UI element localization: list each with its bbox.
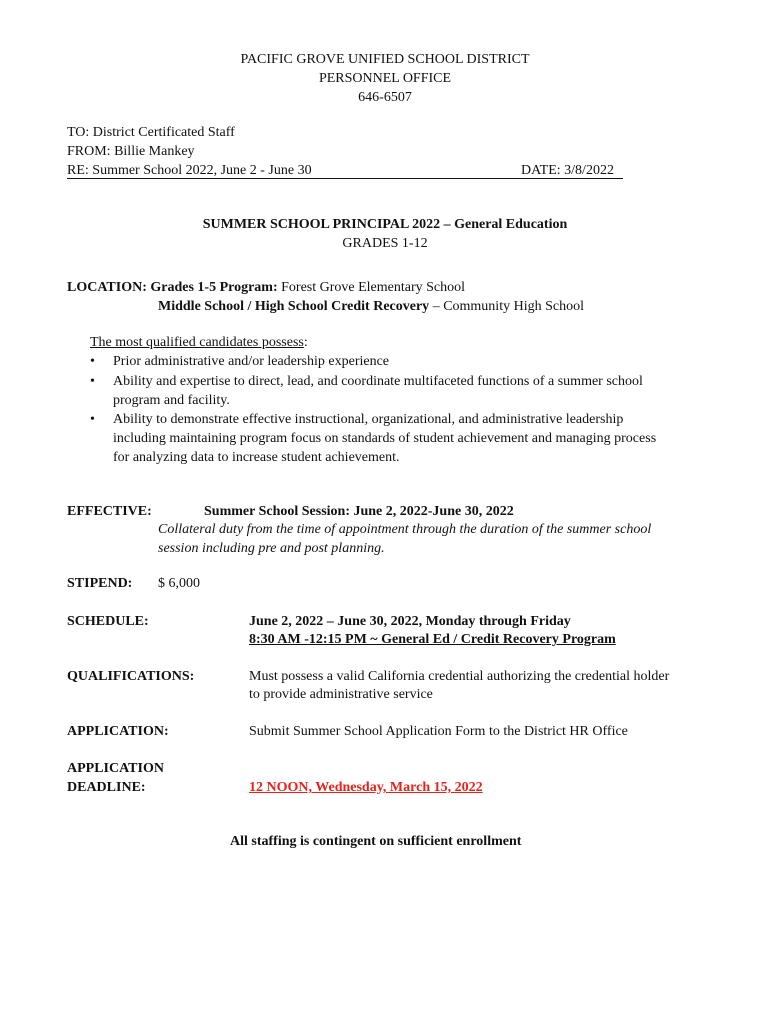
program1-site: Forest Grove Elementary School (281, 280, 466, 295)
program2-label: Middle School / High School Credit Recovery (158, 299, 430, 314)
location-label: LOCATION: (67, 280, 147, 295)
memo-rule (67, 178, 623, 179)
bullet-icon: • (90, 412, 95, 427)
candidate-item-2: Ability and expertise to direct, lead, and coordinate multifaceted functions of a summer school (113, 374, 643, 389)
deadline-label-1: APPLICATION (67, 761, 164, 776)
stipend-value: $ 6,000 (158, 576, 200, 591)
schedule-label: SCHEDULE: (67, 614, 149, 629)
candidates-intro-text: The most qualified candidates possess (90, 335, 304, 350)
deadline-label-2: DEADLINE: (67, 780, 146, 795)
qualifications-label: QUALIFICATIONS: (67, 669, 195, 684)
effective-session: Summer School Session: June 2, 2022-June 30, 2022 (204, 504, 514, 519)
schedule-times: 8:30 AM -12:15 PM ~ General Ed / Credit Recovery Program (249, 632, 616, 647)
effective-note-1: Collateral duty from the time of appointment through the duration of the summer school (158, 522, 652, 537)
memo-from: FROM: Billie Mankey (67, 144, 195, 159)
candidate-item-2-cont: program and facility. (113, 393, 230, 408)
district-name: PACIFIC GROVE UNIFIED SCHOOL DISTRICT (240, 52, 530, 67)
grades-subtitle: GRADES 1-12 (342, 236, 428, 251)
location-line-2 (158, 298, 584, 316)
memo-date: DATE: 3/8/2022 (521, 163, 614, 178)
program1-label: Grades 1-5 Program: (150, 280, 278, 295)
candidate-item-3-cont: including maintaining program focus on standards of student achievement and managing process (113, 431, 657, 446)
candidate-item-1: Prior administrative and/or leadership experience (113, 354, 390, 369)
memo-to: TO: District Certificated Staff (67, 125, 235, 140)
application-text: Submit Summer School Application Form to the District HR Office (249, 724, 628, 739)
deadline-value: 12 NOON, Wednesday, March 15, 2022 (249, 780, 483, 795)
candidate-item-3-cont2: for analyzing data to increase student achievement. (113, 450, 400, 465)
effective-label: EFFECTIVE: (67, 504, 152, 519)
program2-site: – Community High School (432, 299, 584, 314)
page-title: SUMMER SCHOOL PRINCIPAL 2022 – General Education (202, 217, 568, 232)
location-line-1 (67, 279, 465, 297)
enrollment-note: All staffing is contingent on sufficient enrollment (230, 834, 522, 849)
qualifications-line-1: Must possess a valid California credential authorizing the credential holder (249, 669, 670, 684)
application-label: APPLICATION: (67, 724, 169, 739)
qualifications-line-2: to provide administrative service (249, 687, 433, 702)
effective-note-2: session including pre and post planning. (158, 541, 385, 556)
schedule-dates: June 2, 2022 – June 30, 2022, Monday through Friday (249, 614, 571, 629)
candidates-intro (90, 334, 308, 352)
memo-re: RE: Summer School 2022, June 2 - June 30 (67, 163, 312, 178)
office-name: PERSONNEL OFFICE (318, 71, 452, 86)
office-phone: 646-6507 (358, 90, 412, 105)
candidate-item-3: Ability to demonstrate effective instructional, organizational, and administrative leadership (113, 412, 624, 427)
candidates-intro-colon: : (303, 335, 308, 350)
bullet-icon: • (90, 354, 95, 369)
bullet-icon: • (90, 374, 95, 389)
stipend-label: STIPEND: (67, 576, 133, 591)
